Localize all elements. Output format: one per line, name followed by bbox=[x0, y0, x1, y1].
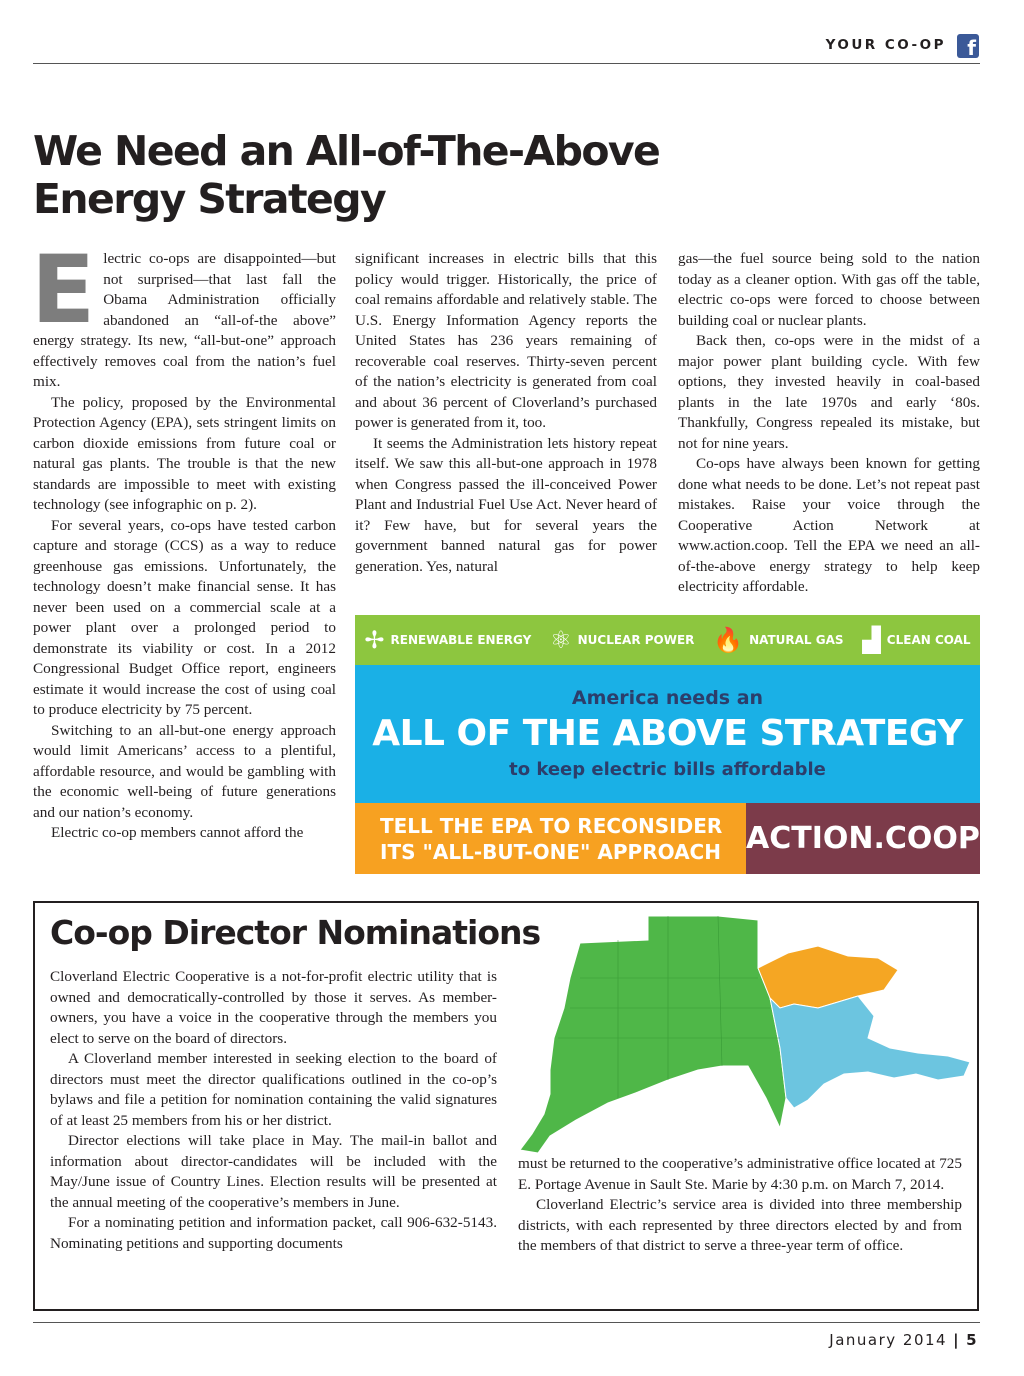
infographic-message bbox=[355, 665, 980, 803]
nominations-paragraph: For a nominating petition and information packet, call 906-632-5143. Nominating petitions and supporting documents bbox=[50, 1214, 497, 1252]
nominations-paragraph: A Cloverland member interested in seeking election to the board of directors must meet the director qualifications outlined in the co-op’s bylaws and file a petition for nomination containing the valid signatures of at least 25 members from his or her district. bbox=[50, 1050, 497, 1129]
district-2-region bbox=[758, 946, 898, 1008]
page-footer bbox=[829, 1331, 978, 1349]
page-number: 5 bbox=[966, 1331, 978, 1349]
section-label: YOUR CO-OP bbox=[825, 37, 946, 53]
nominations-column-1 bbox=[50, 967, 497, 1254]
action-coop-link[interactable]: ACTION.COOP bbox=[746, 803, 980, 874]
district-1-region bbox=[520, 916, 786, 1153]
infographic-energy-bar bbox=[355, 615, 980, 665]
article-column-1 bbox=[31, 236, 336, 844]
infographic-line1: America needs an bbox=[571, 687, 764, 709]
energy-item-label: NUCLEAR POWER bbox=[577, 633, 695, 647]
article-paragraph: lectric co-ops are disappointed—but not surprised—that last fall the Obama Administration officially abandoned an “all-of-the above” energy strategy. Its new, “all-but-one” approach effectively removes coal from the nation’s fuel mix. bbox=[33, 250, 336, 390]
energy-item-label: NATURAL GAS bbox=[749, 633, 844, 647]
article-paragraph: For several years, co-ops have tested carbon capture and storage (CCS) as a way to reduce greenhouse gas emissions. Unfortunately, the technology doesn’t make financial sense. It has never been used on a commercial scale at a power plant over a prolonged period to demonstrate its viability or cost. In a 2012 Congressional Budget Office report, engineers estimate it would increase the cost of using coal to produce electricity by 75 percent. bbox=[33, 516, 336, 718]
article-paragraph: Back then, co-ops were in the midst of a major power plant building cycle. With few options, they invested heavily in coal-based plants in the late 1970s and early ‘80s. Thankfully, Congress repealed its mistake, but not for nine years. bbox=[678, 332, 980, 452]
article-paragraph: It seems the Administration lets history repeat itself. We saw this all-but-one approach in 1978 when Congress passed the ill-conceived Power Plant and Industrial Fuel Use Act. Never heard of it? Few have, but for several years the government banned natural gas for power generation. Yes, natural bbox=[355, 434, 657, 575]
dropcap: E bbox=[31, 236, 96, 345]
facebook-glyph: f bbox=[967, 36, 976, 58]
article-title: We Need an All-of-The-Above Energy Strategy bbox=[33, 127, 660, 223]
article-paragraph: Electric co-op members cannot afford the bbox=[51, 824, 304, 841]
energy-item-label: CLEAN COAL bbox=[886, 633, 971, 647]
flame-icon: 🔥 bbox=[713, 626, 744, 654]
article-paragraph: The policy, proposed by the Environmental Protection Agency (EPA), sets stringent limits on carbon dioxide emissions from future coal or natural gas plants. The trouble is that the new standards are impossible to meet with existing technology (see infographic on p. 2). bbox=[33, 393, 336, 513]
energy-item-renewable bbox=[364, 628, 531, 652]
article-paragraph: significant increases in electric bills that this policy would trigger. Historically, the price of coal remains affordable and relatively stable. The U.S. Energy Information Agency reports the United States has 236 years remaining of recoverable coal reserves. Thirty-seven percent of the nation’s electricity is generated from coal and about 36 percent of Cloverland’s purchased power is generated from it, too. bbox=[355, 250, 657, 431]
nominations-column-2 bbox=[518, 1154, 962, 1257]
energy-item-gas bbox=[713, 628, 843, 652]
nominations-paragraph: Cloverland Electric’s service area is divided into three membership districts, with each represented by three directors elected by and from the members of that district to serve a three-year term of office. bbox=[518, 1196, 962, 1254]
header-rule bbox=[33, 63, 980, 64]
nominations-paragraph: must be returned to the cooperative’s administrative office located at 725 E. Portage Avenue in Sault Ste. Marie by 4:30 p.m. on March 7, 2014. bbox=[518, 1155, 962, 1193]
nominations-title: Co-op Director Nominations bbox=[50, 913, 541, 952]
energy-item-coal bbox=[862, 628, 970, 652]
service-area-map bbox=[518, 898, 978, 1160]
nominations-paragraph: Cloverland Electric Cooperative is a not-for-profit electric utility that is owned and democratically-controlled by those it serves. As member-owners, you have a voice in the cooperative through the members you elect to serve on the board of directors. bbox=[50, 968, 497, 1047]
article-column-3 bbox=[678, 249, 980, 598]
issue-date: January 2014 bbox=[829, 1331, 948, 1349]
infographic-call-to-action bbox=[355, 803, 746, 874]
cta-line1: TELL THE EPA TO RECONSIDER bbox=[380, 814, 723, 838]
infographic-headline: ALL OF THE ABOVE STRATEGY bbox=[372, 713, 963, 754]
factory-icon: ▟ bbox=[862, 626, 881, 654]
article-paragraph: gas—the fuel source being sold to the nation today as a cleaner option. With gas off the table, electric co-ops were forced to choose between building coal or nuclear plants. bbox=[678, 250, 980, 329]
article-paragraph: Co-ops have always been known for getting done what needs to be done. Let’s not repeat past mistakes. Raise your voice through the Cooperative Action Network at www.action.coop. Tell the EPA we need an all-of-the-above energy strategy to help keep electricity affordable. bbox=[678, 455, 980, 595]
energy-infographic bbox=[355, 615, 980, 874]
article-column-2 bbox=[355, 249, 657, 577]
energy-item-label: RENEWABLE ENERGY bbox=[390, 633, 532, 647]
energy-item-nuclear bbox=[550, 628, 694, 652]
cta-line2: ITS "ALL-BUT-ONE" APPROACH bbox=[380, 840, 721, 864]
wind-turbine-icon: ✢ bbox=[364, 626, 385, 654]
district-3-region bbox=[770, 996, 970, 1108]
atom-icon: ⚛ bbox=[550, 626, 572, 654]
footer-separator: | bbox=[953, 1331, 961, 1349]
footer-rule bbox=[33, 1322, 980, 1323]
facebook-icon[interactable] bbox=[957, 34, 979, 58]
infographic-line3: to keep electric bills affordable bbox=[509, 759, 826, 780]
article-paragraph: Switching to an all-but-one energy approach would limit Americans’ access to a plentiful, affordable resource, and would be gambling with the economic well-being of future generations and our nation’s economy. bbox=[33, 721, 336, 821]
nominations-paragraph: Director elections will take place in May. The mail-in ballot and information about director-candidates will be included with the May/June issue of Country Lines. Election results will be presented at the annual meeting of the cooperative’s members in June. bbox=[50, 1132, 497, 1211]
